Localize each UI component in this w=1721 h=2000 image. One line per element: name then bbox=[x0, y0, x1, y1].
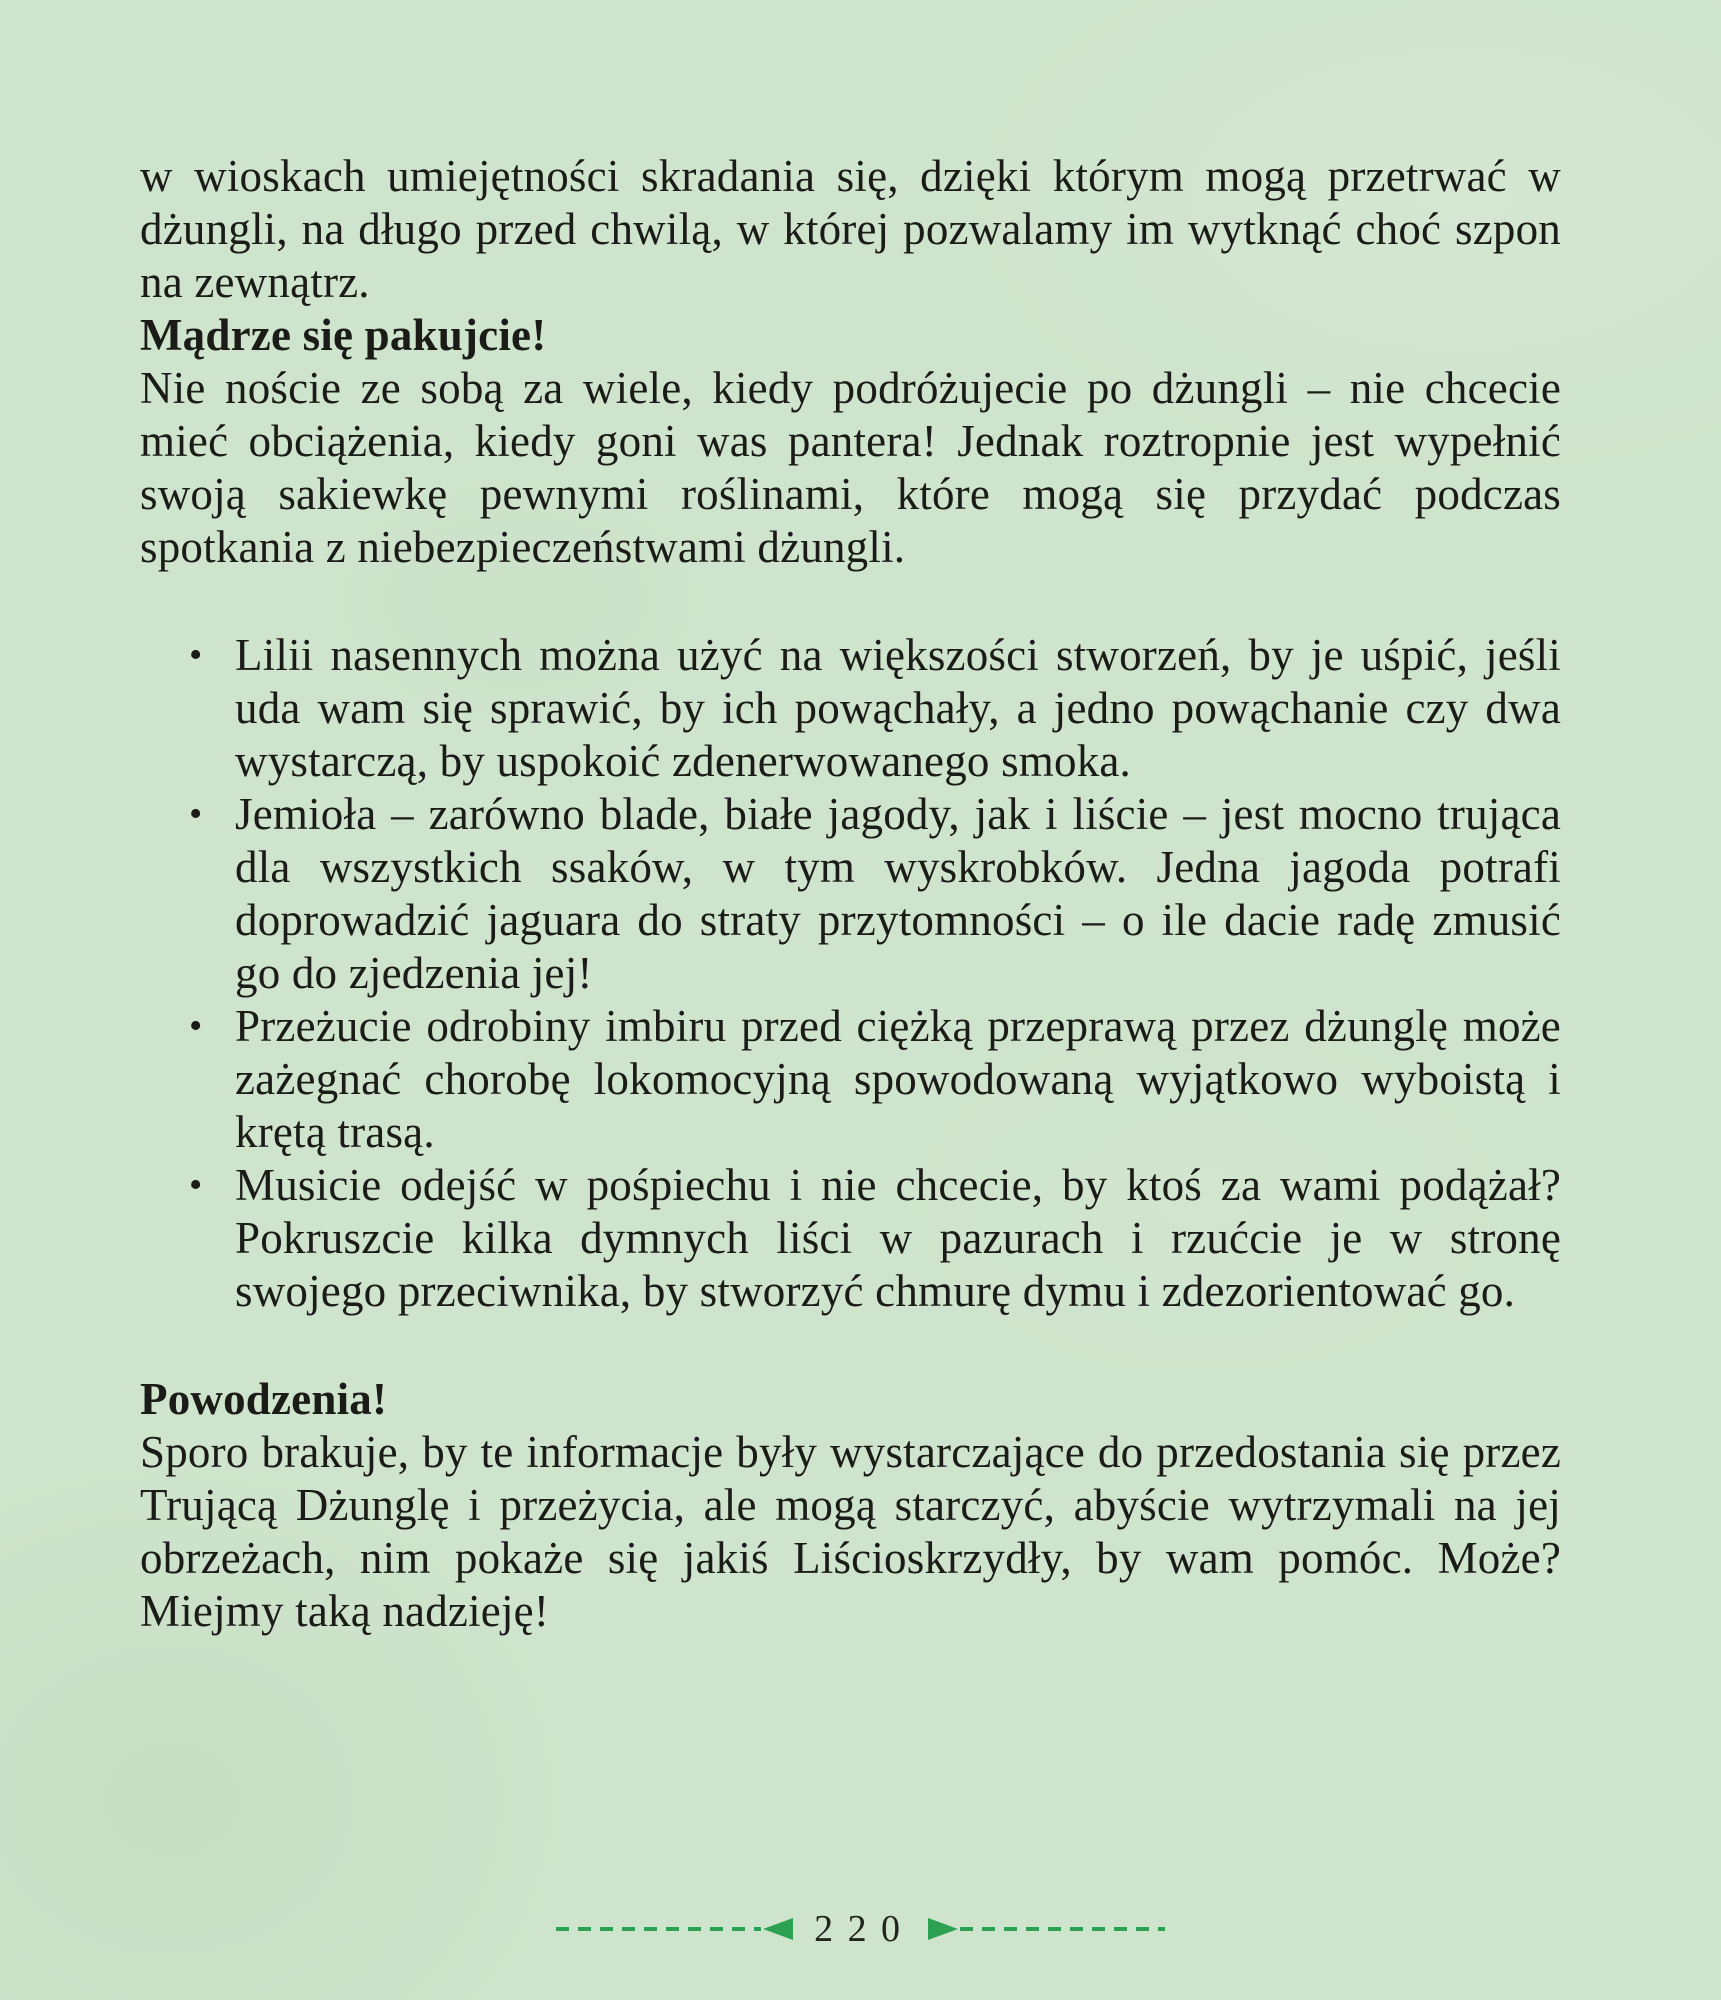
section-heading-goodluck: Powodzenia! bbox=[140, 1374, 388, 1424]
bullet-icon: • bbox=[189, 793, 203, 835]
paragraph-goodluck: Sporo brakuje, by te informacje były wystarczające do przedostania się przez Trującą Dżunglę i przeżycia, ale mogą starczyć, abyście wytrzymali na jej obrzeżach, nim pokaże się jakiś Liścioskrzydły, by wam pomóc. Może? Miejmy taką nadzieję! bbox=[140, 1427, 1561, 1636]
list-item bbox=[189, 1000, 1561, 1159]
ornament-dash-line-right bbox=[960, 1927, 1165, 1931]
page-number: 220 bbox=[814, 1908, 915, 1950]
bullet-icon: • bbox=[189, 1164, 203, 1206]
page-footer bbox=[0, 1910, 1721, 1948]
list-item bbox=[189, 629, 1561, 788]
list-item bbox=[189, 1159, 1561, 1318]
bullet-icon: • bbox=[189, 634, 203, 676]
section-heading-packing: Mądrze się pakujcie! bbox=[140, 310, 547, 360]
page-text-block bbox=[140, 150, 1561, 1638]
ornament-arrow-left-icon bbox=[763, 1918, 793, 1940]
paragraph-packing: Nie noście ze sobą za wiele, kiedy podróżujecie po dżungli – nie chcecie mieć obciążenia, kiedy goni was pantera! Jednak roztropnie jest wypełnić swoją sakiewkę pewnymi roślinami, które mogą się przydać podczas spotkania z niebezpieczeństwami dżungli. bbox=[140, 363, 1561, 572]
list-item-text: Jemioła – zarówno blade, białe jagody, jak i liście – jest mocno trująca dla wszystkich ssaków, w tym wyskrobków. Jedna jagoda potrafi doprowadzić jaguara do straty przytomności – o ile dacie radę zmusić go do zjedzenia jej! bbox=[235, 789, 1561, 998]
tips-list bbox=[140, 629, 1561, 1318]
list-item-text: Przeżucie odrobiny imbiru przed ciężką przeprawą przez dżunglę może zażegnać chorobę lokomocyjną spowodowaną wyjątkowo wyboistą i krętą trasą. bbox=[235, 1001, 1561, 1157]
list-item bbox=[189, 788, 1561, 1000]
intro-paragraph: w wioskach umiejętności skradania się, dzięki którym mogą przetrwać w dżungli, na długo przed chwilą, w której pozwalamy im wytknąć choć szpon na zewnątrz. bbox=[140, 151, 1561, 307]
ornament-arrow-right-icon bbox=[928, 1918, 958, 1940]
list-item-text: Lilii nasennych można użyć na większości stworzeń, by je uśpić, jeśli uda wam się sprawić, by ich powąchały, a jedno powąchanie czy dwa wystarczą, by uspokoić zdenerwowanego smoka. bbox=[235, 630, 1561, 786]
ornament-dash-line-left bbox=[556, 1927, 761, 1931]
bullet-icon: • bbox=[189, 1005, 203, 1047]
list-item-text: Musicie odejść w pośpiechu i nie chcecie, by ktoś za wami podążał? Pokruszcie kilka dymnych liści w pazurach i rzućcie je w stronę swojego przeciwnika, by stworzyć chmurę dymu i zdezorientować go. bbox=[235, 1160, 1561, 1316]
